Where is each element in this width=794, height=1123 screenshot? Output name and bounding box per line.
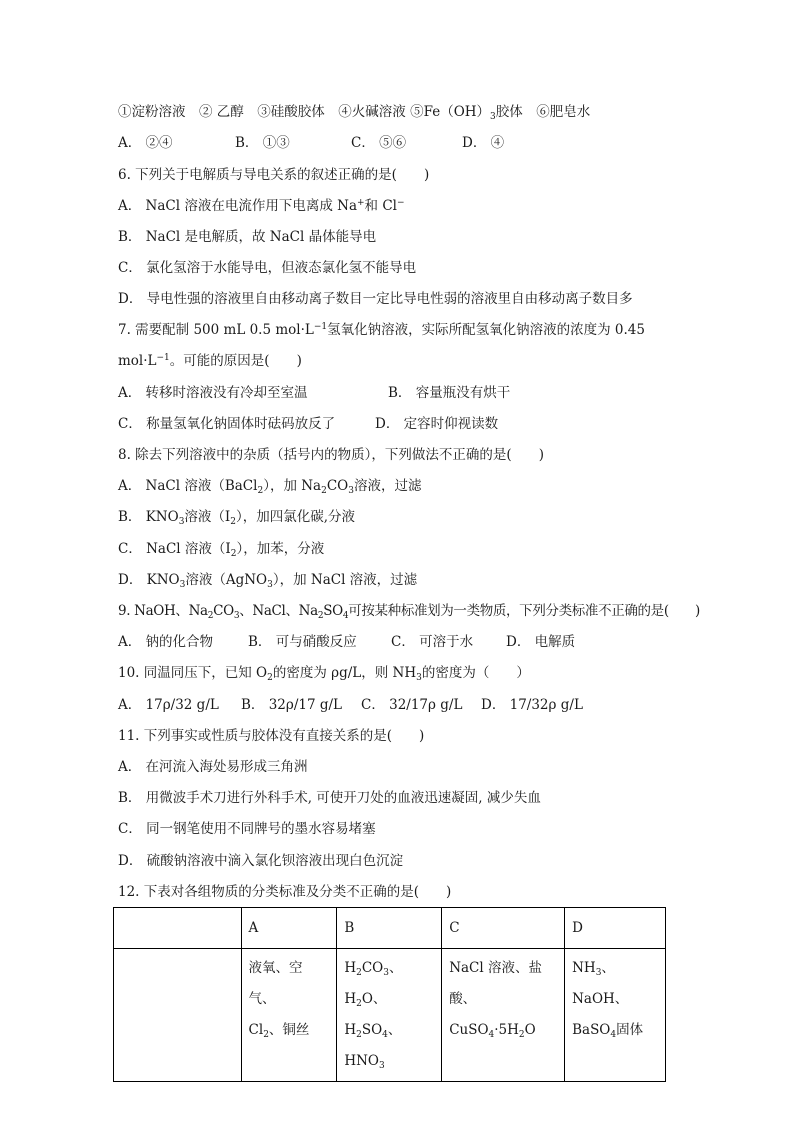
q8-option-b: B． $KNO_3$溶液$(I_2)$，加四氯化碳,分液: [118, 509, 356, 527]
table-header-cell: A: [241, 908, 337, 949]
q6-stem: 6. 下列关于电解质与导电关系的叙述正确的是( ): [118, 167, 430, 183]
table-row: [114, 949, 666, 1082]
q10-stem: 10. 同温同压下，已知 $O_2$的密度为 ρg/L，则 $NH_3$的密度为（ ）: [118, 665, 530, 683]
q5-option-c: C． ⑤⑥: [351, 135, 407, 151]
table-cell: [114, 949, 242, 1082]
q9-option-d: D． 电解质: [506, 634, 576, 650]
q6-option-a: A． NaCl 溶液在电流作用下电离成 Na+和 Cl−: [118, 198, 405, 214]
q6-option-d: D． 导电性强的溶液里自由移动离子数目一定比导电性弱的溶液里自由移动离子数目多: [118, 291, 633, 307]
q10-options: [118, 696, 583, 714]
q7-option-b: B． 容量瓶没有烘干: [388, 385, 511, 401]
q5-option-b: B． ①③: [235, 135, 290, 151]
q10-option-b: B． 32ρ/17 g/L: [241, 697, 342, 713]
q11-option-c: C． 同一钢笔使用不同牌号的墨水容易堵塞: [118, 821, 376, 837]
q9-option-c: C． 可溶于水: [391, 634, 474, 650]
q9-option-b: B． 可与硝酸反应: [248, 634, 357, 650]
table-header-cell: B: [337, 908, 442, 949]
q7-option-d: D． 定容时仰视读数: [375, 416, 499, 432]
q10-option-d: D． 17/32ρ g/L: [481, 697, 583, 713]
q5-stem: ①淀粉溶液 ② 乙醇 ③硅酸胶体 ④火碱溶液 $⑤Fe(OH)_3$胶体 ⑥肥皂水: [118, 104, 591, 122]
q10-option-c: C． 32/17ρ g/L: [361, 697, 463, 713]
q8-option-a: A． NaCl 溶液（BaCl$_2$），加 $Na_2CO_3$溶液，过滤: [118, 478, 422, 496]
table-cell: $H_2CO_3$、$H_2O$、 $H_2SO_4$、$HNO_3$: [337, 949, 442, 1082]
q11-option-d: D． 硫酸钠溶液中滴入氯化钡溶液出现白色沉淀: [118, 853, 404, 869]
table-cell: 液氧、空气、 $Cl_2$、铜丝: [241, 949, 337, 1082]
q7-option-a: A． 转移时溶液没有冷却至室温: [118, 385, 308, 401]
table-cell: $NH_3$、NaOH、 BaSO$_4$固体: [565, 949, 666, 1082]
q9-options: [118, 633, 575, 651]
q6-option-b: B． NaCl 是电解质，故 NaCl 晶体能导电: [118, 229, 377, 245]
table-cell: NaCl 溶液、盐酸、 $CuSO_4\cdot 5H_2O$: [442, 949, 565, 1082]
q8-option-d: D． $KNO_3$溶液（AgNO$_3$），加 NaCl 溶液，过滤: [118, 572, 418, 590]
q9-stem: 9. NaOH、$Na_2CO_3$、NaCl、$Na_2SO_4$可按某种标准划为一类物质，下列分类标准不正确的是( ): [118, 603, 700, 621]
q8-stem: 8. 除去下列溶液中的杂质（括号内的物质），下列做法不正确的是( ): [118, 447, 544, 463]
classification-table: [113, 907, 666, 1082]
table-header-cell: [114, 908, 242, 949]
q10-option-a: A． 17ρ/32 g/L: [118, 697, 219, 713]
q7-options-row1: [118, 384, 510, 402]
q11-stem: 11. 下列事实或性质与胶体没有直接关系的是( ): [118, 728, 425, 744]
q5-option-a: A． ②④: [118, 135, 173, 151]
q5-options: [118, 134, 504, 152]
table-header-cell: C: [442, 908, 565, 949]
q7-options-row2: [118, 415, 498, 433]
q7-stem-line1: 7. 需要配制 500 mL 0.5 $mol\cdot L^{-1}$氢氧化钠溶液，实际所配氢氧化钠溶液的浓度为 0.45: [118, 322, 645, 338]
table-header-cell: D: [565, 908, 666, 949]
q6-option-c: C． 氯化氢溶于水能导电，但液态氯化氢不能导电: [118, 260, 417, 276]
q8-option-c: C． NaCl 溶液$(I_2)$，加苯，分液: [118, 541, 325, 559]
q7-stem-line2: $mol\cdot L^{-1}$。可能的原因是( ): [118, 353, 302, 369]
q7-option-c: C． 称量氢氧化钠固体时砝码放反了: [118, 416, 336, 432]
q11-option-b: B． 用微波手术刀进行外科手术, 可使开刀处的血液迅速凝固, 减少失血: [118, 790, 541, 806]
q11-option-a: A． 在河流入海处易形成三角洲: [118, 759, 308, 775]
q5-option-d: D． ④: [462, 135, 505, 151]
q9-option-a: A． 钠的化合物: [118, 634, 214, 650]
q12-stem: 12. 下表对各组物质的分类标准及分类不正确的是( ): [118, 884, 452, 900]
table-header-row: [114, 908, 666, 949]
